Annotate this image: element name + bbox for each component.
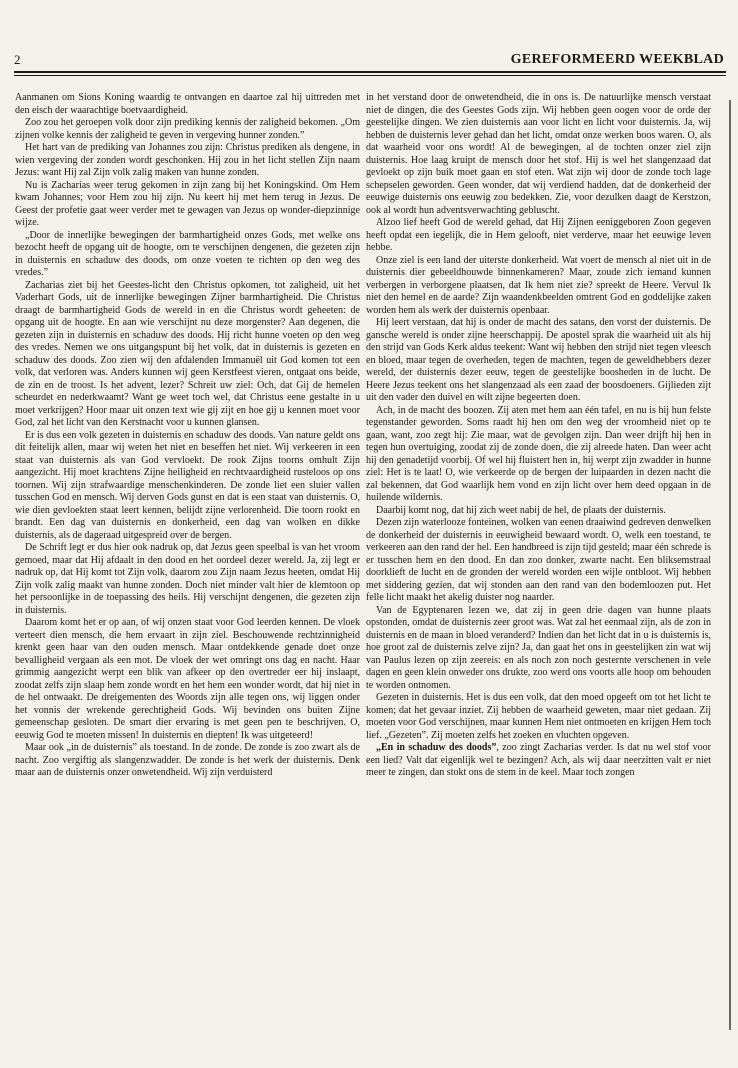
paragraph: Alzoo lief heeft God de wereld gehad, dat Hij Zijnen eeniggeboren Zoon gegeven heeft opdat een iegelijk, die in Hem gelooft, niet verderve, maar het eeuwige leven hebbe. xyxy=(366,217,711,253)
paragraph: „Door de innerlijke bewegingen der barmhartigheid onzes Gods, met welke ons bezocht heeft de opgang uit de hoogte, om te verschijnen dengenen, die gezeten zijn in duisternis en schaduw des doods, om onze voeten te richten op den weg des vredes.” xyxy=(15,229,360,278)
bold-quote: „En in schaduw des doods” xyxy=(376,742,497,753)
paragraph: Gezeten in duisternis. Het is dus een volk, dat den moed opgeeft om tot het licht te komen; dat het gevaar inziet. Zij hebben de waarheid geweten, maar niet gedaan. Zij moeten voor God verschijnen, maar kunnen Hem niet ontmoeten en krijgen Hem toch lief. „Gezeten”. Zij moeten zelfs het zoeken en vluchten opgeven. xyxy=(366,692,711,741)
paragraph: Daarom komt het er op aan, of wij onzen staat voor God leerden kennen. De vloek verteert dien mensch, die hem ervaart in zijn ziel. Beschouwende rechtzinnigheid krenkt geen haar van den ouden mensch. Maar ontdekkende genade doet onze bevalligheid vergaan als een mot. De vloek der wet omringt ons dag en nacht. Haar grimmig aangezicht werpt een blik van afkeer op den overtreder eer hij inslaapt, zoodat zelfs zijn slaap hem zonde wordt en het hem een wonder wordt, dat hij niet in de hel ontwaakt. De dreigementen des Woords zijn alle tegen ons, wij liggen onder het vonnis der wrekende gerechtigheid Gods. Wij bevinden ons buiten Zijne gemeenschap gesloten. De smart dier ervaring is met geen pen te beschrijven. O, eeuwig God te moeten missen! In duisternis en diepten! Ik was uitgeteerd! xyxy=(15,617,360,741)
paragraph: Zacharias ziet bij het Geestes-licht den Christus opkomen, tot zaligheid, uit het Vaderhart Gods, uit de innerlijke bewegingen Zijner barmhartigheid. Die Christus draagt de barmhartigheid Gods de wereld in en die Christus wordt geheeten: de opgang uit de hoogte. En aan wie verschijnt nu deze morgenster? Aan degenen, die gezeten zijn in duisternis en schaduw des doods. Hij richt hunne voeten op den weg des vredes. Nemen we ons uitgangspunt bij het volk, dat in duisternis is gezeten en schaduw des doods. Zoo zien wij den afdalenden Immanuël uit God komen tot een volk, dat verloren was. Anders kunnen wij geen Kerstfeest vieren, ontgaat ons beide, de zin en de troost. Is het advent, lezer? Schreit uw ziel: Och, dat Gij de hemelen scheurdet en nederkwaamt? Want ge weet toch wel, dat Christus eene gestalte in u moet verkrijgen? Hoor maar uit onzen text wie gij zijt en hoe gij u kennen moet voor God, zal het licht van den Kerstnacht voor u kunnen glansen. xyxy=(15,279,360,428)
paragraph: Onze ziel is een land der uiterste donkerheid. Wat voert de mensch al niet uit in de duisternis dier gebeeldhouwde binnenkameren? Maar, zoude zich iemand kunnen verbergen in verborgene plaatsen, dat Ik hem niet zie? spreekt de Heere. Vervul Ik niet den hemel en de aarde? Zijn waandenkbeelden omtrent God en goddelijke zaken worden hem als werk der duisternis openbaar. xyxy=(366,254,711,316)
paragraph: Nu is Zacharias weer terug gekomen in zijn zang bij het Koningskind. Om Hem kwam Johannes; voor Hem zou hij zijn. Nu keert hij met hem terug in Jezus. De Geest der profetie gaat weer verder met te gewagen van Jezus op wonder-diepzinnige wijze. xyxy=(15,179,360,228)
header-rule-thin xyxy=(14,75,726,76)
right-column xyxy=(366,92,711,1037)
paragraph: Van de Egyptenaren lezen we, dat zij in geen drie dagen van hunne plaats opstonden, omdat de duisternis zeer groot was. Wat zal het eenmaal zijn, als de zon in duisternis en de maan in bloed veranderd? Indien dan het licht dat in u is duisternis is, hoe groot zal de duisternis zelve zijn? Ja, dan gaat het ons in geestelijken zin wat wij van Paulus lezen op zijn zeereis: en als noch zon noch gesternte verschenen in vele dagen en geen klein onweder ons drukte, zoo werd ons voorts alle hoop om behouden te worden ontnomen. xyxy=(366,604,711,691)
page-number: 2 xyxy=(14,52,21,67)
paragraph: Zoo zou het geroepen volk door zijn prediking kennis der zaligheid bekomen. „Om zijnen volke kennis der zaligheid te geven in vergeving hunner zonden.” xyxy=(15,117,360,141)
paragraph: Dezen zijn waterlooze fonteinen, wolken van eenen draaiwind gedreven denwelken de donkerheid der duisternis in eeuwigheid bewaard wordt. O, welk een toestand, te verkeeren aan den rand der hel. Een handbreed is zijn tijd gesteld; maar één schrede is er tusschen hem en den dood. En dan zoo donker, zwarte nacht. Een bliksemstraal doorklieft de lucht en de gronden der wereld worden een wijle ontbloot. Wij hebben met siddering gezien, dat wij stonden aan den rand van den bodemloozen put. Het felle licht maakt het akelig duister nog naarder. xyxy=(366,517,711,603)
paragraph: Hij leert verstaan, dat hij is onder de macht des satans, den vorst der duisternis. De gansche wereld is onder zijne heerschappij. De apostel sprak die waarheid uit als hij den strijd van Gods Kerk aldus teekent: Want wij hebben den strijd niet tegen vleesch en bloed, maar tegen de overheden, tegen de machten, tegen de geweldhebbers dezer wereld, der duisternis dezer eeuw, tegen de geestelijke boosheden in de lucht. De Heere Jezus teekent ons het slangenzaad als een zaad der boosdoeners. Gijlieden zijt uit den vader den duivel en wilt zijne begeerten doen. xyxy=(366,317,711,403)
paragraph-final xyxy=(366,742,711,780)
paragraph: Aanmanen om Sions Koning waardig te ontvangen en daartoe zal hij uittreden met den eisch der waarachtige boetvaardigheid. xyxy=(15,92,360,116)
binding-edge xyxy=(729,100,731,1030)
paragraph: De Schrift legt er dus hier ook nadruk op, dat Jezus geen speelbal is van het vroom gemoed, maar dat Hij afdaalt in den dood en het oordeel dezer wereld. Ja, zij legt er nadruk op, dat Hij komt tot Zijn volk, daarom zou Zijn naam Jezus heeten, omdat Hij Zijn volk zalig maakt van hunne zonden. Doch niet minder valt hier de klemtoon op het persoonlijke in de toepassing des heils. Hij verschijnt dengenen, die gezeten zijn in duisternis. xyxy=(15,542,360,616)
paragraph: Er is dus een volk gezeten in duisternis en schaduw des doods. Van nature geldt ons dit feitelijk allen, maar wij weten het niet en beseffen het niet. Wij verkeeren in een staat van duisternis als van God vervloekt. De rook Zijns toorns omhult Zijn aangezicht. Hij moet krachtens Zijne heiligheid en rechtvaardigheid rusteloos op ons toornen. Wij zijn strafwaardige menschenkinderen. De zonde liet een sluier vallen tusschen God en mensch. Wij derven Gods gunst en dat is een staat van duisternis. O, wie dien gevloekten staat leert kennen, belijdt zijne verlorenheid. Die toorn rookt en brandt. Een dag van duisternis en donkerheid, een dag van wolken en dikke duisternis, als de dageraad uitgespreid over de bergen. xyxy=(15,429,360,541)
paragraph: Daarbij komt nog, dat hij zich weet nabij de hel, de plaats der duisternis. xyxy=(376,504,666,516)
left-column xyxy=(15,92,360,1037)
header-rule-thick xyxy=(14,71,726,73)
paragraph: Het hart van de prediking van Johannes zou zijn: Christus prediken als dengene, in wien vergeving der zonden wordt geschonken. Hij zou in het licht stellen Zijn naam Jezus: want Hij zal Zijn volk zalig maken van hunne zonden. xyxy=(15,142,360,178)
paragraph: Maar ook „in de duisternis” als toestand. In de zonde. De zonde is zoo zwart als de nacht. Zoo vergiftig als slangenzwadder. De zonde is het werk der duisternis. Denk maar aan de duisternis onzer onwetendheid. Wij zijn verduisterd xyxy=(15,742,360,778)
paragraph: Ach, in de macht des boozen. Zij aten met hem aan één tafel, en nu is hij hun felste tegenstander geworden. Soms raadt hij hen om den weg der vroomheid niet op te gaan, want, zoo zegt hij: Zie maar, wat de gevolgen zijn. Dan weer drijft hij hen in tegen hun overtuiging, zoodat zij de zonde doen, die zij alreede haten. Dan weer acht hij den genadetijd voorbij. Of wel hij fluistert hen in, hij werpt zijn zwadder in hunne ziel: Het is te laat! O, wie verkeerde op de bergen der luipaarden in dezen nacht die zal bekennen, dat God waarlijk hem vond en zijn licht over hem deed opgaan in de huilende wildernis. xyxy=(366,404,711,503)
paragraph-text: , zoo zingt Zacharias verder. Is dat nu wel stof voor een lied? Valt dat eigenlijk wel te bezingen? Ach, als wij daar neerzitten valt er niet meer te zingen, dan stokt ons de stem in de keel. Maar toch zongen xyxy=(366,742,711,778)
publication-title: GEREFORMEERD WEEKBLAD xyxy=(510,52,724,67)
paragraph: in het verstand door de onwetendheid, die in ons is. De natuurlijke mensch verstaat niet de dingen, die des Geestes Gods zijn. Wij hebben geen oogen voor de orde der geestelijke dingen. We zien duisternis aan voor licht en licht voor duisternis. Ja, wij hebben de duisternis lever gehad dan het licht, omdat onze werken boos waren. O, als dat waarheid voor ons wordt! Al de bewegingen, al de tochten onzer ziel zijn duisternis. Hoe laag kruipt de mensch door het stof. Hij is wel het slangenzaad dat gevloekt op zijn buik moet gaan en stof eten. Wat zijn wij door de zonde toch lage schepselen geworden. Geen wonder, dat wij verdiend hadden, dat de donkerheid der eeuwige duisternis ons eeuwig zou bedekken. Zie, voor dezulken daagt de Kerstzon, ook al wordt hun adventsverwachting gebluscht. xyxy=(366,92,711,216)
